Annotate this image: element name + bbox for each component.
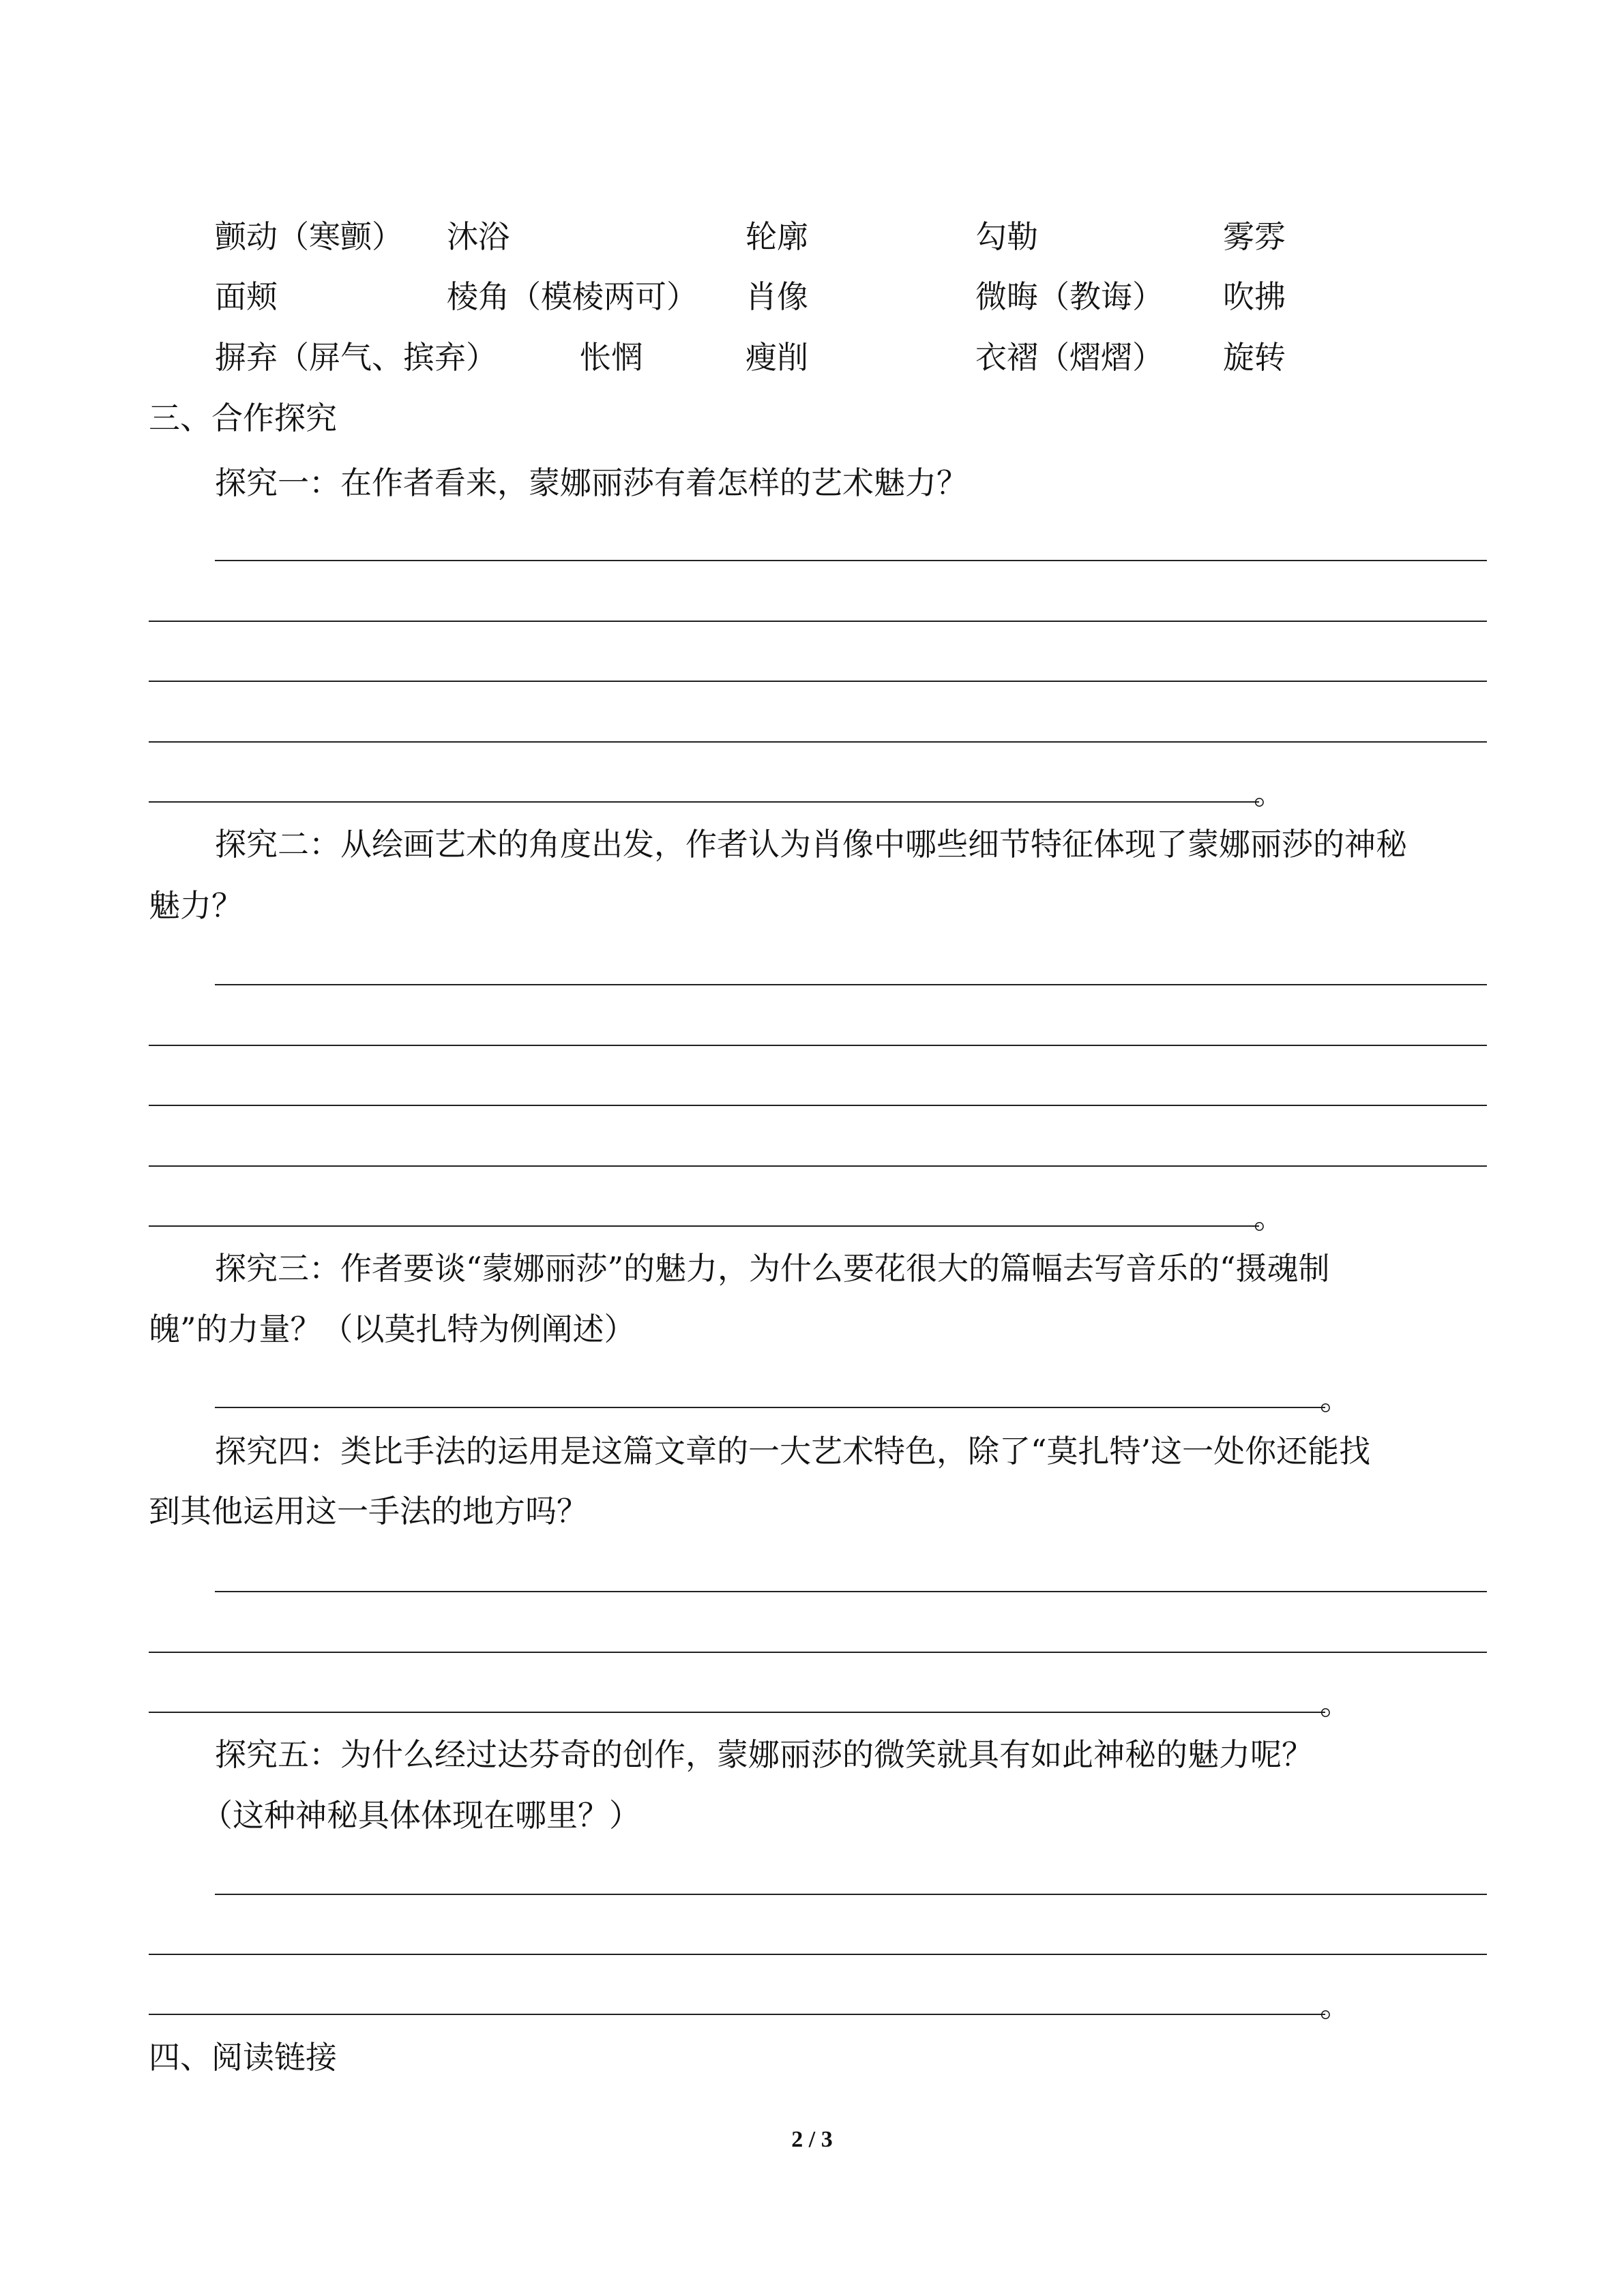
- question-4: 探究四：类比手法的运用是这篇文章的一大艺术特色，除了“莫扎特’这一处你还能找: [215, 1433, 1371, 1470]
- answer-period: 。: [1320, 1380, 1351, 1417]
- answer-line[interactable]: [149, 1105, 1487, 1106]
- vocab-word: 吹拂: [1223, 278, 1286, 315]
- answer-line[interactable]: [149, 681, 1487, 682]
- answer-line[interactable]: [149, 1165, 1487, 1167]
- answer-line[interactable]: [149, 741, 1487, 743]
- answer-period: 。: [1320, 1987, 1351, 2024]
- answer-period: 。: [1254, 775, 1285, 811]
- vocab-word: 旋转: [1223, 339, 1286, 376]
- section-heading: 三、合作探究: [149, 400, 337, 436]
- answer-period: 。: [1320, 1685, 1351, 1722]
- answer-line[interactable]: [215, 1407, 1325, 1408]
- answer-line[interactable]: [149, 1225, 1259, 1227]
- question-2-continued: 魅力？: [149, 887, 243, 924]
- question-3: 探究三：作者要谈“蒙娜丽莎”的魅力，为什么要花很大的篇幅去写音乐的“摄魂制: [215, 1250, 1330, 1287]
- vocab-word: 摒弃（屏气、摈弃）: [215, 339, 497, 376]
- answer-line[interactable]: [215, 1591, 1487, 1592]
- question-5-continued: （这种神秘具体体现在哪里？）: [201, 1797, 640, 1834]
- section-heading: 四、阅读链接: [149, 2039, 337, 2076]
- vocab-word: 肖像: [745, 278, 808, 315]
- vocab-word: 瘦削: [745, 339, 808, 376]
- vocab-word: 勾勒: [975, 218, 1038, 255]
- answer-line[interactable]: [215, 560, 1487, 561]
- question-3-continued: 魄”的力量？（以莫扎特为例阐述）: [149, 1311, 636, 1347]
- question-5: 探究五：为什么经过达芬奇的创作，蒙娜丽莎的微笑就具有如此神秘的魅力呢？: [215, 1736, 1313, 1773]
- vocab-word: 轮廓: [745, 218, 808, 255]
- page-number: 2 / 3: [791, 2127, 833, 2152]
- vocab-word: 雾雰: [1223, 218, 1286, 255]
- vocab-word: 颤动（寒颤）: [215, 218, 403, 255]
- answer-line[interactable]: [149, 2014, 1325, 2015]
- vocab-word: 面颊: [215, 278, 278, 315]
- answer-line[interactable]: [149, 1712, 1325, 1713]
- vocab-word: 棱角（模棱两可）: [447, 278, 698, 315]
- answer-line[interactable]: [149, 1652, 1487, 1653]
- vocab-word: 沐浴: [447, 218, 510, 255]
- question-1: 探究一：在作者看来，蒙娜丽莎有着怎样的艺术魅力？: [215, 464, 968, 501]
- answer-line[interactable]: [149, 801, 1259, 803]
- answer-line[interactable]: [215, 1894, 1487, 1895]
- vocab-word: 微晦（教诲）: [975, 278, 1164, 315]
- answer-line[interactable]: [215, 984, 1487, 985]
- vocab-word: 衣褶（熠熠）: [975, 339, 1164, 376]
- question-4-continued: 到其他运用这一手法的地方吗？: [149, 1493, 588, 1530]
- answer-line[interactable]: [149, 621, 1487, 622]
- vocab-word: 怅惘: [580, 339, 643, 376]
- answer-line[interactable]: [149, 1954, 1487, 1955]
- answer-line[interactable]: [149, 1045, 1487, 1046]
- answer-period: 。: [1254, 1199, 1285, 1236]
- question-2: 探究二：从绘画艺术的角度出发，作者认为肖像中哪些细节特征体现了蒙娜丽莎的神秘: [215, 826, 1407, 863]
